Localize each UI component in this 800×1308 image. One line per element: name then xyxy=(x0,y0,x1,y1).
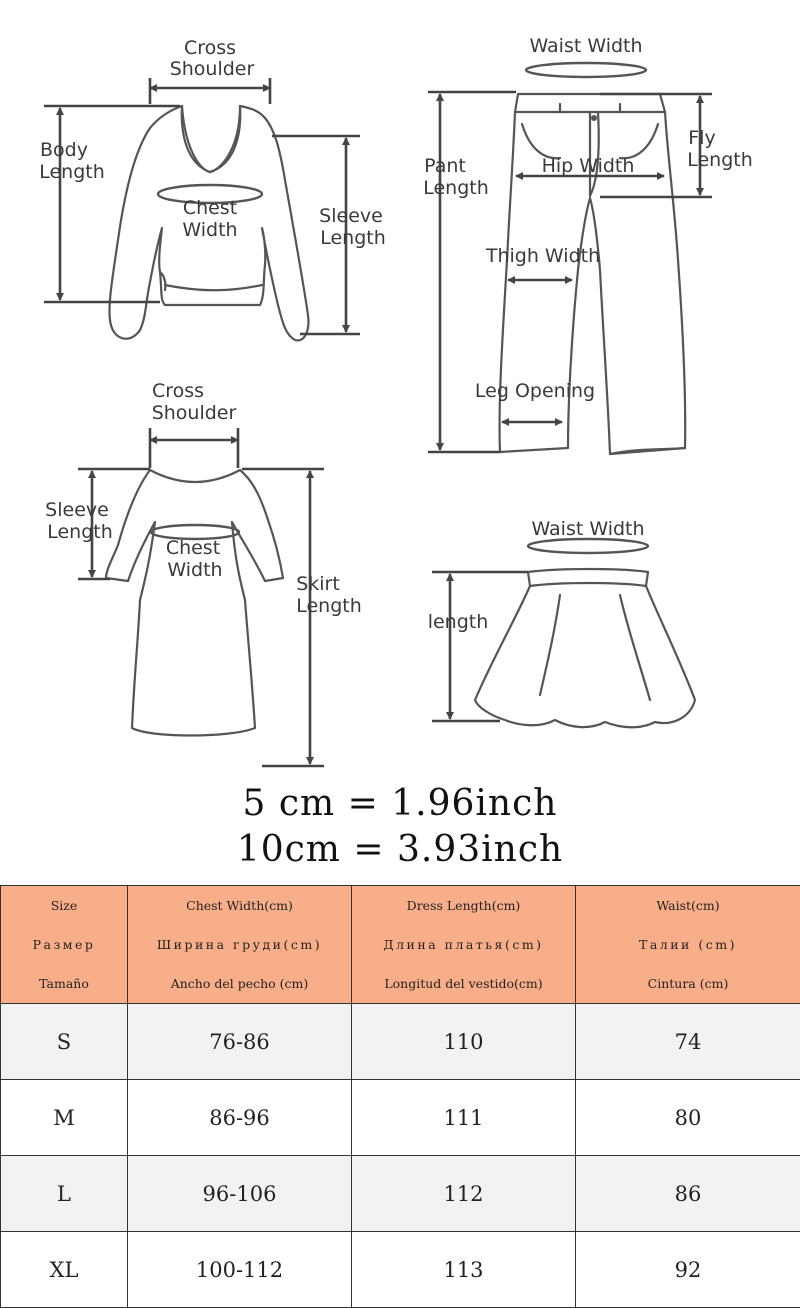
pants-hip-width-measure xyxy=(516,155,664,177)
header-chest xyxy=(128,886,352,1004)
sweater-chest-width-label xyxy=(182,197,237,241)
header-waist-en: Waist(cm) xyxy=(576,886,800,925)
sweater-sleeve-length-label-1: Sleeve xyxy=(319,205,383,227)
cell-chest-width: 100-112 xyxy=(128,1232,352,1308)
conversion-line-2: 10cm = 3.93inch xyxy=(0,829,800,870)
pants-length-label-1: Pant xyxy=(424,155,466,177)
header-size-en: Size xyxy=(1,886,127,925)
sweater-chest-label-1: Chest xyxy=(183,197,237,219)
cell-chest-width: 86-96 xyxy=(128,1080,352,1156)
header-chest-es: Ancho del pecho (cm) xyxy=(128,964,351,1003)
sweater-cross-shoulder-measure xyxy=(150,37,270,104)
skirt-waist-ellipse xyxy=(528,539,648,553)
table-row xyxy=(1,1004,800,1080)
dress-cross-shoulder-label-2: Shoulder xyxy=(152,402,237,424)
pants-waist-ellipse xyxy=(526,63,646,77)
cell-chest-width: 96-106 xyxy=(128,1156,352,1232)
dress-illustration xyxy=(106,470,283,736)
dress-skirt-length-label-1: Skirt xyxy=(296,573,340,595)
cell-dress-length: 111 xyxy=(352,1080,576,1156)
dress-skirt-length-label-2: Length xyxy=(296,595,362,617)
dress-chest-label-2: Width xyxy=(167,559,222,581)
cell-size: XL xyxy=(1,1232,128,1308)
size-table xyxy=(0,885,800,1308)
pants-fly-length-label-1: Fly xyxy=(688,127,715,149)
header-waist-es: Cintura (cm) xyxy=(576,964,800,1003)
header-size-ru: Размер xyxy=(1,925,127,964)
sweater-body-length-label-1: Body xyxy=(40,139,88,161)
cell-size: M xyxy=(1,1080,128,1156)
pants-thigh-width-measure xyxy=(485,245,600,280)
header-size xyxy=(1,886,128,1004)
size-table-header xyxy=(1,886,800,1004)
dress-chest-width-label xyxy=(166,537,223,581)
table-row xyxy=(1,1156,800,1232)
pants-waist-width-text: Waist Width xyxy=(529,35,642,57)
pants-leg-opening-measure xyxy=(475,380,595,422)
cell-size: S xyxy=(1,1004,128,1080)
cell-waist: 92 xyxy=(576,1232,800,1308)
skirt-length-measure xyxy=(428,572,528,721)
dress-cross-shoulder-measure xyxy=(150,380,238,468)
header-dress-length xyxy=(352,886,576,1004)
conversion-line-1: 5 cm = 1.96inch xyxy=(0,783,800,824)
cell-chest-width: 76-86 xyxy=(128,1004,352,1080)
header-waist xyxy=(576,886,800,1004)
skirt-illustration xyxy=(475,539,695,727)
dress-cross-shoulder-label-1: Cross xyxy=(152,380,204,402)
sweater-chest-label-2: Width xyxy=(182,219,237,241)
header-dress-length-en: Dress Length(cm) xyxy=(352,886,575,925)
header-size-es: Tamaño xyxy=(1,964,127,1003)
sweater-sleeve-length-label-2: Length xyxy=(320,227,386,249)
header-chest-en: Chest Width(cm) xyxy=(128,886,351,925)
pants-length-label-2: Length xyxy=(423,177,489,199)
header-chest-ru: Ширина груди(cm) xyxy=(128,925,351,964)
header-dress-length-ru: Длина платья(cm) xyxy=(352,925,575,964)
pants-hip-width-text: Hip Width xyxy=(542,155,635,177)
skirt-length-text: length xyxy=(428,611,489,633)
header-row xyxy=(1,886,800,1004)
dress-chest-label-1: Chest xyxy=(166,537,220,559)
sweater-sleeve-length-measure xyxy=(272,136,386,334)
table-row xyxy=(1,1232,800,1308)
cell-size: L xyxy=(1,1156,128,1232)
dress-sleeve-length-label-2: Length xyxy=(47,521,113,543)
cell-waist: 80 xyxy=(576,1080,800,1156)
sweater-cross-shoulder-label-2: Shoulder xyxy=(170,58,255,80)
cell-dress-length: 113 xyxy=(352,1232,576,1308)
dress-skirt-length-measure xyxy=(242,469,362,766)
size-table-body xyxy=(1,1004,800,1308)
sweater-body-length-measure xyxy=(39,106,180,302)
sweater-cross-shoulder-label-1: Cross xyxy=(184,37,236,59)
cell-waist: 86 xyxy=(576,1156,800,1232)
header-dress-length-es: Longitud del vestido(cm) xyxy=(352,964,575,1003)
dress-sleeve-length-label-1: Sleeve xyxy=(45,499,109,521)
skirt-waist-width-text: Waist Width xyxy=(531,518,644,540)
pants-fly-length-measure xyxy=(600,94,753,197)
cell-dress-length: 110 xyxy=(352,1004,576,1080)
pants-leg-opening-text: Leg Opening xyxy=(475,380,595,402)
cell-dress-length: 112 xyxy=(352,1156,576,1232)
cell-waist: 74 xyxy=(576,1004,800,1080)
header-waist-ru: Талии (cm) xyxy=(576,925,800,964)
pants-thigh-width-text: Thigh Width xyxy=(485,245,600,267)
skirt-waist-width-label xyxy=(531,518,644,540)
pants-fly-length-label-2: Length xyxy=(687,149,753,171)
pants-waist-width-label xyxy=(529,35,642,57)
table-row xyxy=(1,1080,800,1156)
sweater-body-length-label-2: Length xyxy=(39,161,105,183)
